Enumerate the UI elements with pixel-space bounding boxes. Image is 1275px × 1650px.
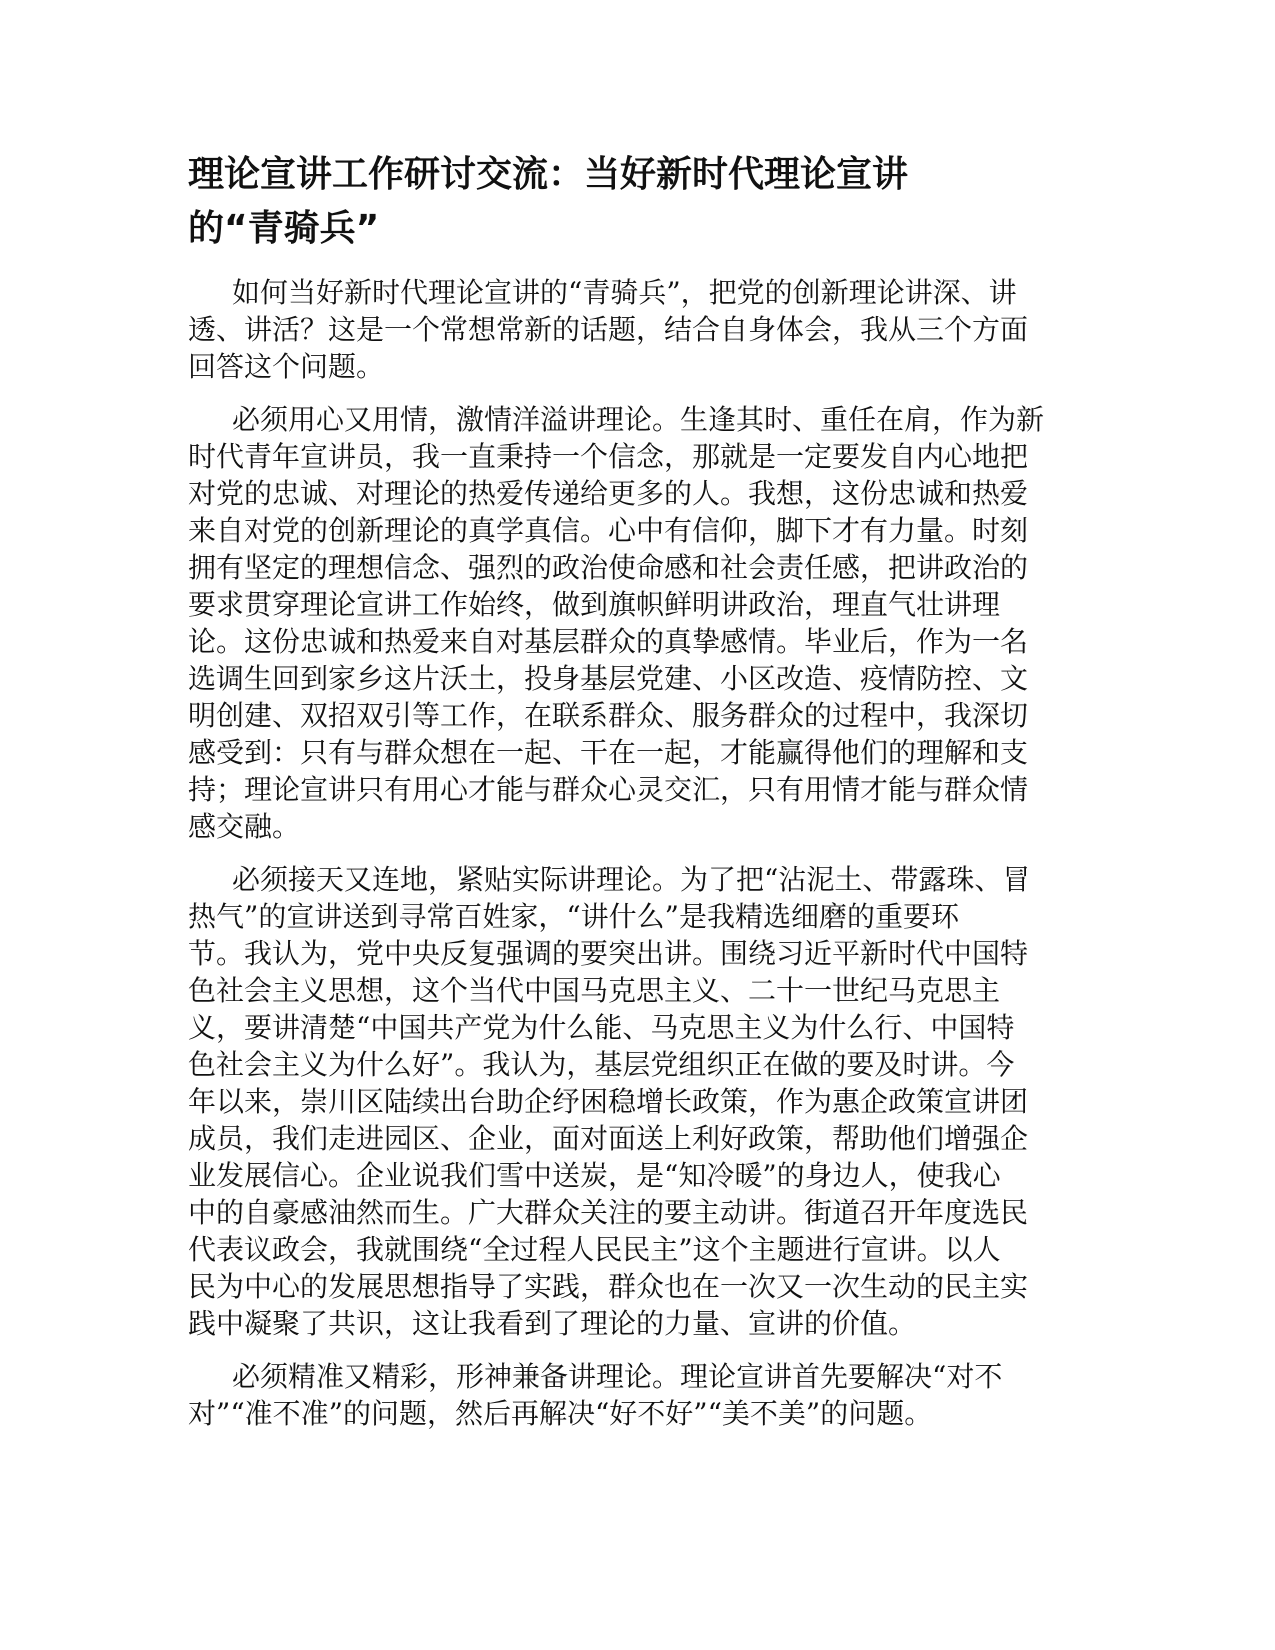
text-line: 对党的忠诚、对理论的热爱传递给更多的人。我想，这份忠诚和热爱 [188,477,1029,510]
text-line: 要求贯穿理论宣讲工作始终，做到旗帜鲜明讲政治，理直气壮讲理 [188,588,1001,621]
text-line: 回答这个问题。 [188,350,385,383]
text-line: 色社会主义为什么好”。我认为，基层党组织正在做的要及时讲。今 [188,1048,1015,1081]
text-line: 业发展信心。企业说我们雪中送炭，是“知冷暖”的身边人，使我心 [188,1159,1001,1192]
text-line: 必须用心又用情，激情洋溢讲理论。生逢其时、重任在肩，作为新 [232,403,1045,436]
text-line: 年以来，崇川区陆续出台助企纾困稳增长政策，作为惠企政策宣讲团 [188,1085,1029,1118]
text-line: 感交融。 [188,810,301,843]
paragraph-grounded-in-reality [188,861,1078,1342]
text-line: 对”“准不准”的问题，然后再解决“好不好”“美不美”的问题。 [188,1397,933,1430]
text-line: 义，要讲清楚“中国共产党为什么能、马克思主义为什么行、中国特 [188,1011,1015,1044]
text-line: 持；理论宣讲只有用心才能与群众心灵交汇，只有用情才能与群众情 [188,773,1029,806]
document-body [188,274,1078,1448]
document-title [188,148,1088,256]
text-line: 必须精准又精彩，形神兼备讲理论。理论宣讲首先要解决“对不 [232,1360,1003,1393]
text-line: 论。这份忠诚和热爱来自对基层群众的真挚感情。毕业后，作为一名 [188,625,1029,658]
text-line: 节。我认为，党中央反复强调的要突出讲。围绕习近平新时代中国特 [188,937,1029,970]
text-line: 必须接天又连地，紧贴实际讲理论。为了把“沾泥土、带露珠、冒 [232,863,1031,896]
text-line: 明创建、双招双引等工作，在联系群众、服务群众的过程中，我深切 [188,699,1029,732]
text-line: 选调生回到家乡这片沃土，投身基层党建、小区改造、疫情防控、文 [188,662,1029,695]
paragraph-intro [188,274,1078,385]
text-line: 透、讲活？这是一个常想常新的话题，结合自身体会，我从三个方面 [188,313,1029,346]
text-line: 如何当好新时代理论宣讲的“青骑兵”，把党的创新理论讲深、讲 [232,276,1017,309]
paragraph-heart-and-emotion [188,401,1078,845]
text-line: 践中凝聚了共识，这让我看到了理论的力量、宣讲的价值。 [188,1307,917,1340]
text-line: 色社会主义思想，这个当代中国马克思主义、二十一世纪马克思主 [188,974,1001,1007]
text-line: 感受到：只有与群众想在一起、干在一起，才能赢得他们的理解和支 [188,736,1029,769]
text-line: 时代青年宣讲员，我一直秉持一个信念，那就是一定要发自内心地把 [188,440,1029,473]
text-line: 代表议政会，我就围绕“全过程人民民主”这个主题进行宣讲。以人 [188,1233,1001,1266]
title-line: 的“青骑兵” [188,208,380,249]
title-line: 理论宣讲工作研讨交流：当好新时代理论宣讲 [188,154,909,195]
text-line: 中的自豪感油然而生。广大群众关注的要主动讲。街道召开年度选民 [188,1196,1029,1229]
text-line: 来自对党的创新理论的真学真信。心中有信仰，脚下才有力量。时刻 [188,514,1029,547]
text-line: 拥有坚定的理想信念、强烈的政治使命感和社会责任感，把讲政治的 [188,551,1029,584]
text-line: 热气”的宣讲送到寻常百姓家，“讲什么”是我精选细磨的重要环 [188,900,959,933]
text-line: 成员，我们走进园区、企业，面对面送上利好政策，帮助他们增强企 [188,1122,1029,1155]
paragraph-precise-and-brilliant [188,1358,1078,1432]
text-line: 民为中心的发展思想指导了实践，群众也在一次又一次生动的民主实 [188,1270,1029,1303]
